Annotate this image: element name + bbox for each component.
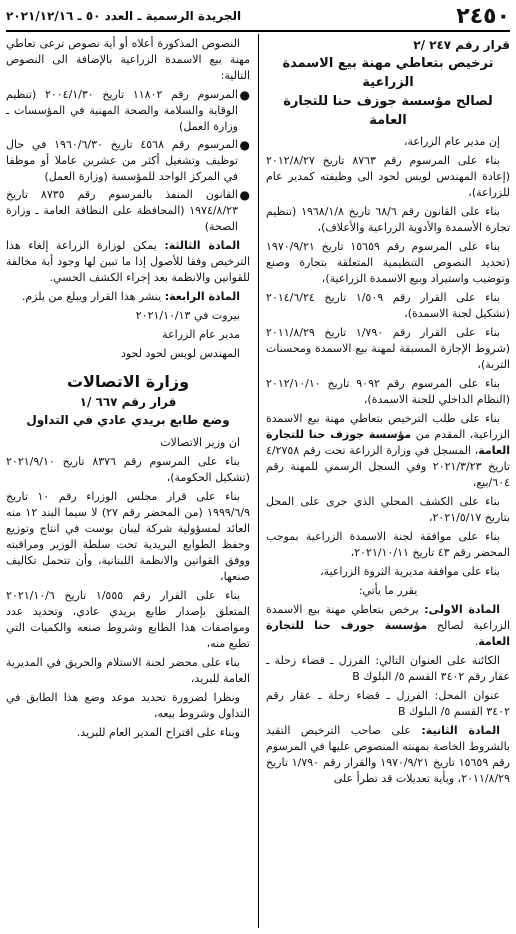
article-text: يمكن لوزارة الزراعة إلغاء هذا الترخيص وفقا للأصول إذا ما تبين لها وجود أية مخالفة للقوانين والانظمة بعد إجراء الكشف الحسي.	[6, 239, 250, 284]
paragraph: بناء على موافقة مديرية الثروة الزراعية،	[320, 565, 500, 578]
column-divider	[258, 34, 259, 928]
paragraph: بناء على القرار رقم ١/٥٥٥ تاريخ ٢٠٢١/١٠/٦ المتعلق بإصدار طابع بريدي عادي، وتحديد عدد ومواصفات هذا الطابع وشروط صنعه والكميات التي تطبع منه،	[6, 589, 250, 650]
decides-line: يقرر ما يأتي:	[358, 584, 418, 597]
paragraph: بناء على المرسوم رقم ٨٣٧٦ تاريخ ٢٠٢١/٩/١٠ (تشكيل الحكومة)،	[6, 455, 250, 484]
ministry-heading: وزارة الاتصالات	[66, 372, 190, 391]
list-item-text: المرسوم رقم ٤٥٦٨ تاريخ ١٩٦٠/٦/٣٠ في حال توظيف وتشغيل أكثر من عشرين عاملا أو موظفا في المركز الواحد للمؤسسة (وزارة العمل)	[6, 138, 238, 183]
company-name: مؤسسة جوزف حنا للتجارة العامة	[266, 619, 510, 648]
page-header	[6, 4, 510, 28]
signature-name: المهندس لويس لحود لحود	[120, 347, 240, 360]
article-1	[266, 602, 510, 650]
paragraph: بناء على المرسوم رقم ٨٧٦٣ تاريخ ٢٠١٢/٨/٢٧ (إعادة المهندس لويس لحود الى وظيفته كمدير عام للزراعة)،	[266, 154, 510, 199]
article-label: المادة الرابعة:	[164, 290, 240, 303]
bullet-list	[6, 87, 250, 235]
left-column	[6, 36, 250, 930]
article-text: على صاحب الترخيص التقيد بالشروط الخاصة بمهنته المنصوص عليها في المرسوم رقم ١٥٦٥٩ تاريخ ١٩٧٠/٩/٢١ والقرار رقم ١/٧٩٠ تاريخ ٢٠١١/٨/٢٩، وبأية تعديلات قد تطرأ على	[266, 724, 510, 785]
gazette-issue-line: الجريدة الرسمية ـ العدد ٥٠ ـ ٢٠٢١/١٢/١٦	[6, 9, 242, 23]
article-text: يرخص بتعاطي مهنة بيع الاسمدة الزراعية لصالح	[266, 603, 510, 632]
article-label: المادة الثالثة:	[164, 239, 240, 252]
list-item-text: المرسوم رقم ١١٨٠٢ تاريخ ٢٠٠٤/١/٣٠ (تنظيم الوقاية والسلامة والصحة المهنية في المؤسسات ـ وزارة العمل)	[6, 88, 238, 133]
article-3	[6, 238, 250, 286]
article-text: ينشر هذا القرار ويبلغ من يلزم.	[21, 290, 165, 303]
list-item-text: القانون المنفذ بالمرسوم رقم ٨٧٣٥ تاريخ ١٩٧٤/٨/٢٣ (المحافظة على النظافة العامة ـ وزارة الصحة)	[6, 188, 238, 233]
decision-title-line-1: ترخيص بتعاطي مهنة بيع الاسمدة الزراعية	[282, 56, 494, 90]
decision-number: قرار رقم ٦٦٧ /١	[79, 395, 177, 409]
article-4	[6, 289, 250, 305]
paragraph: بناء على محضر لجنة الاستلام والحريق في المديرية العامة للبريد،	[6, 656, 250, 685]
paragraph: بناء على قرار مجلس الوزراء رقم ١٠ تاريخ ١٩٩٩/٦/٩ (من المحضر رقم ٢٧) لا سيما البند ١٢ منه العائد لمسؤولية شركة ليبان بوست في انتاج وتوزيع وحفظ الطوابع البريدية تحت سلطة الوزير ومراقبته ووفق القوانين والانظمة اللبنانية، وأن تتحمل تكاليف صنعها،	[6, 490, 250, 583]
paragraph-text: بناء على طلب الترخيص بتعاطي مهنة بيع الاسمدة الزراعية، المقدم من	[266, 412, 510, 441]
paragraph: بناء على القانون رقم ٦٨/٦ تاريخ ١٩٦٨/١/٨ (تنظيم تجارة الأسمدة والأدوية الزراعية والأعلاف)،	[266, 205, 510, 234]
bullet-icon: ●	[239, 88, 250, 102]
paragraph: بناء على القرار رقم ١/٥٠٩ تاريخ ٢٠١٤/٦/٢٤ (تشكيل لجنة الاسمدة)،	[266, 291, 510, 320]
bullet-icon: ●	[239, 188, 250, 202]
signature-title: مدير عام الزراعة	[162, 328, 240, 341]
paragraph: بناء على القرار رقم ١/٧٩٠ تاريخ ٢٠١١/٨/٢٩ (شروط الإجازة المسبقة لمهنة بيع الاسمدة ومحسنات التربة)،	[266, 326, 510, 371]
company-name: مؤسسة جوزف حنا للتجارة العامة	[266, 428, 510, 457]
paragraph: ان وزير الاتصالات	[160, 436, 240, 449]
article-label: المادة الاولى:	[424, 603, 500, 616]
paragraph	[266, 411, 510, 491]
page-number: ٢٤٥٠	[456, 3, 510, 29]
article-text: .	[474, 635, 479, 648]
paragraph: بناء على الكشف المحلي الذي جرى على المحل بتاريخ ٢٠٢١/٥/١٧،	[266, 495, 510, 524]
decision-number: قرار رقم ٢٤٧ /٢	[413, 38, 510, 52]
paragraph: إن مدير عام الزراعة،	[403, 135, 500, 148]
paragraph: بناء على المرسوم رقم ٩٠٩٢ تاريخ ٢٠١٢/١٠/١٠ (النظام الداخلي للجنة الاسمدة)،	[266, 377, 510, 406]
list-item	[6, 137, 250, 185]
decision-title: وضع طابع بريدي عادي في التداول	[26, 413, 230, 427]
article-2	[266, 723, 510, 787]
paragraph: عنوان المحل: الفرزل ـ قضاء زحلة ـ عقار رقم ٣٤٠٢ القسم ٥/ البلوك B	[266, 689, 510, 718]
paragraph: وبناء على اقتراح المدير العام للبريد.	[76, 726, 240, 739]
bullet-icon: ●	[239, 138, 250, 152]
header-rule	[6, 30, 510, 32]
paragraph: الكائنة على العنوان التالي: الفرزل ـ قضاء زحلة ـ عقار رقم ٣٤٠٢ القسم ٥/ البلوك B	[266, 654, 510, 683]
paragraph: ونظرا لضرورة تحديد موعد وضع هذا الطابق في التداول وشروط بيعه،	[6, 691, 250, 720]
right-column	[266, 36, 510, 930]
article-label: المادة الثانية:	[421, 724, 500, 737]
list-item	[6, 187, 250, 235]
paragraph: بناء على المرسوم رقم ١٥٦٥٩ تاريخ ١٩٧٠/٩/٢١ (تحديد النصوص التنظيمية المتعلقة بتجارة وصنع وتوضيب واستيراد وبيع الاسمدة الزراعية)،	[266, 240, 510, 285]
decision-title-line-2: لصالح مؤسسة جوزف حنا للتجارة العامة	[283, 94, 493, 128]
paragraph: النصوص المذكورة أعلاه أو أية نصوص ترعى تعاطي مهنة بيع الاسمدة الزراعية بالإضافة الى النصوص التالية:	[6, 37, 250, 82]
list-item	[6, 87, 250, 135]
signature-date: بيروت في ٢٠٢١/١٠/١٣	[135, 309, 240, 322]
paragraph-text: ، المسجل في وزارة الزراعة تحت رقم ٤/٢٧٥٨ تاريخ ٢٠٢١/٣/٢٣ وفي السجل الرسمي للمهنة رقم ٦٠٤/بيع،	[266, 444, 510, 489]
paragraph: بناء على موافقة لجنة الاسمدة الزراعية بموجب المحضر رقم ٤٣ تاريخ ٢٠٢١/١٠/١١،	[266, 530, 510, 559]
